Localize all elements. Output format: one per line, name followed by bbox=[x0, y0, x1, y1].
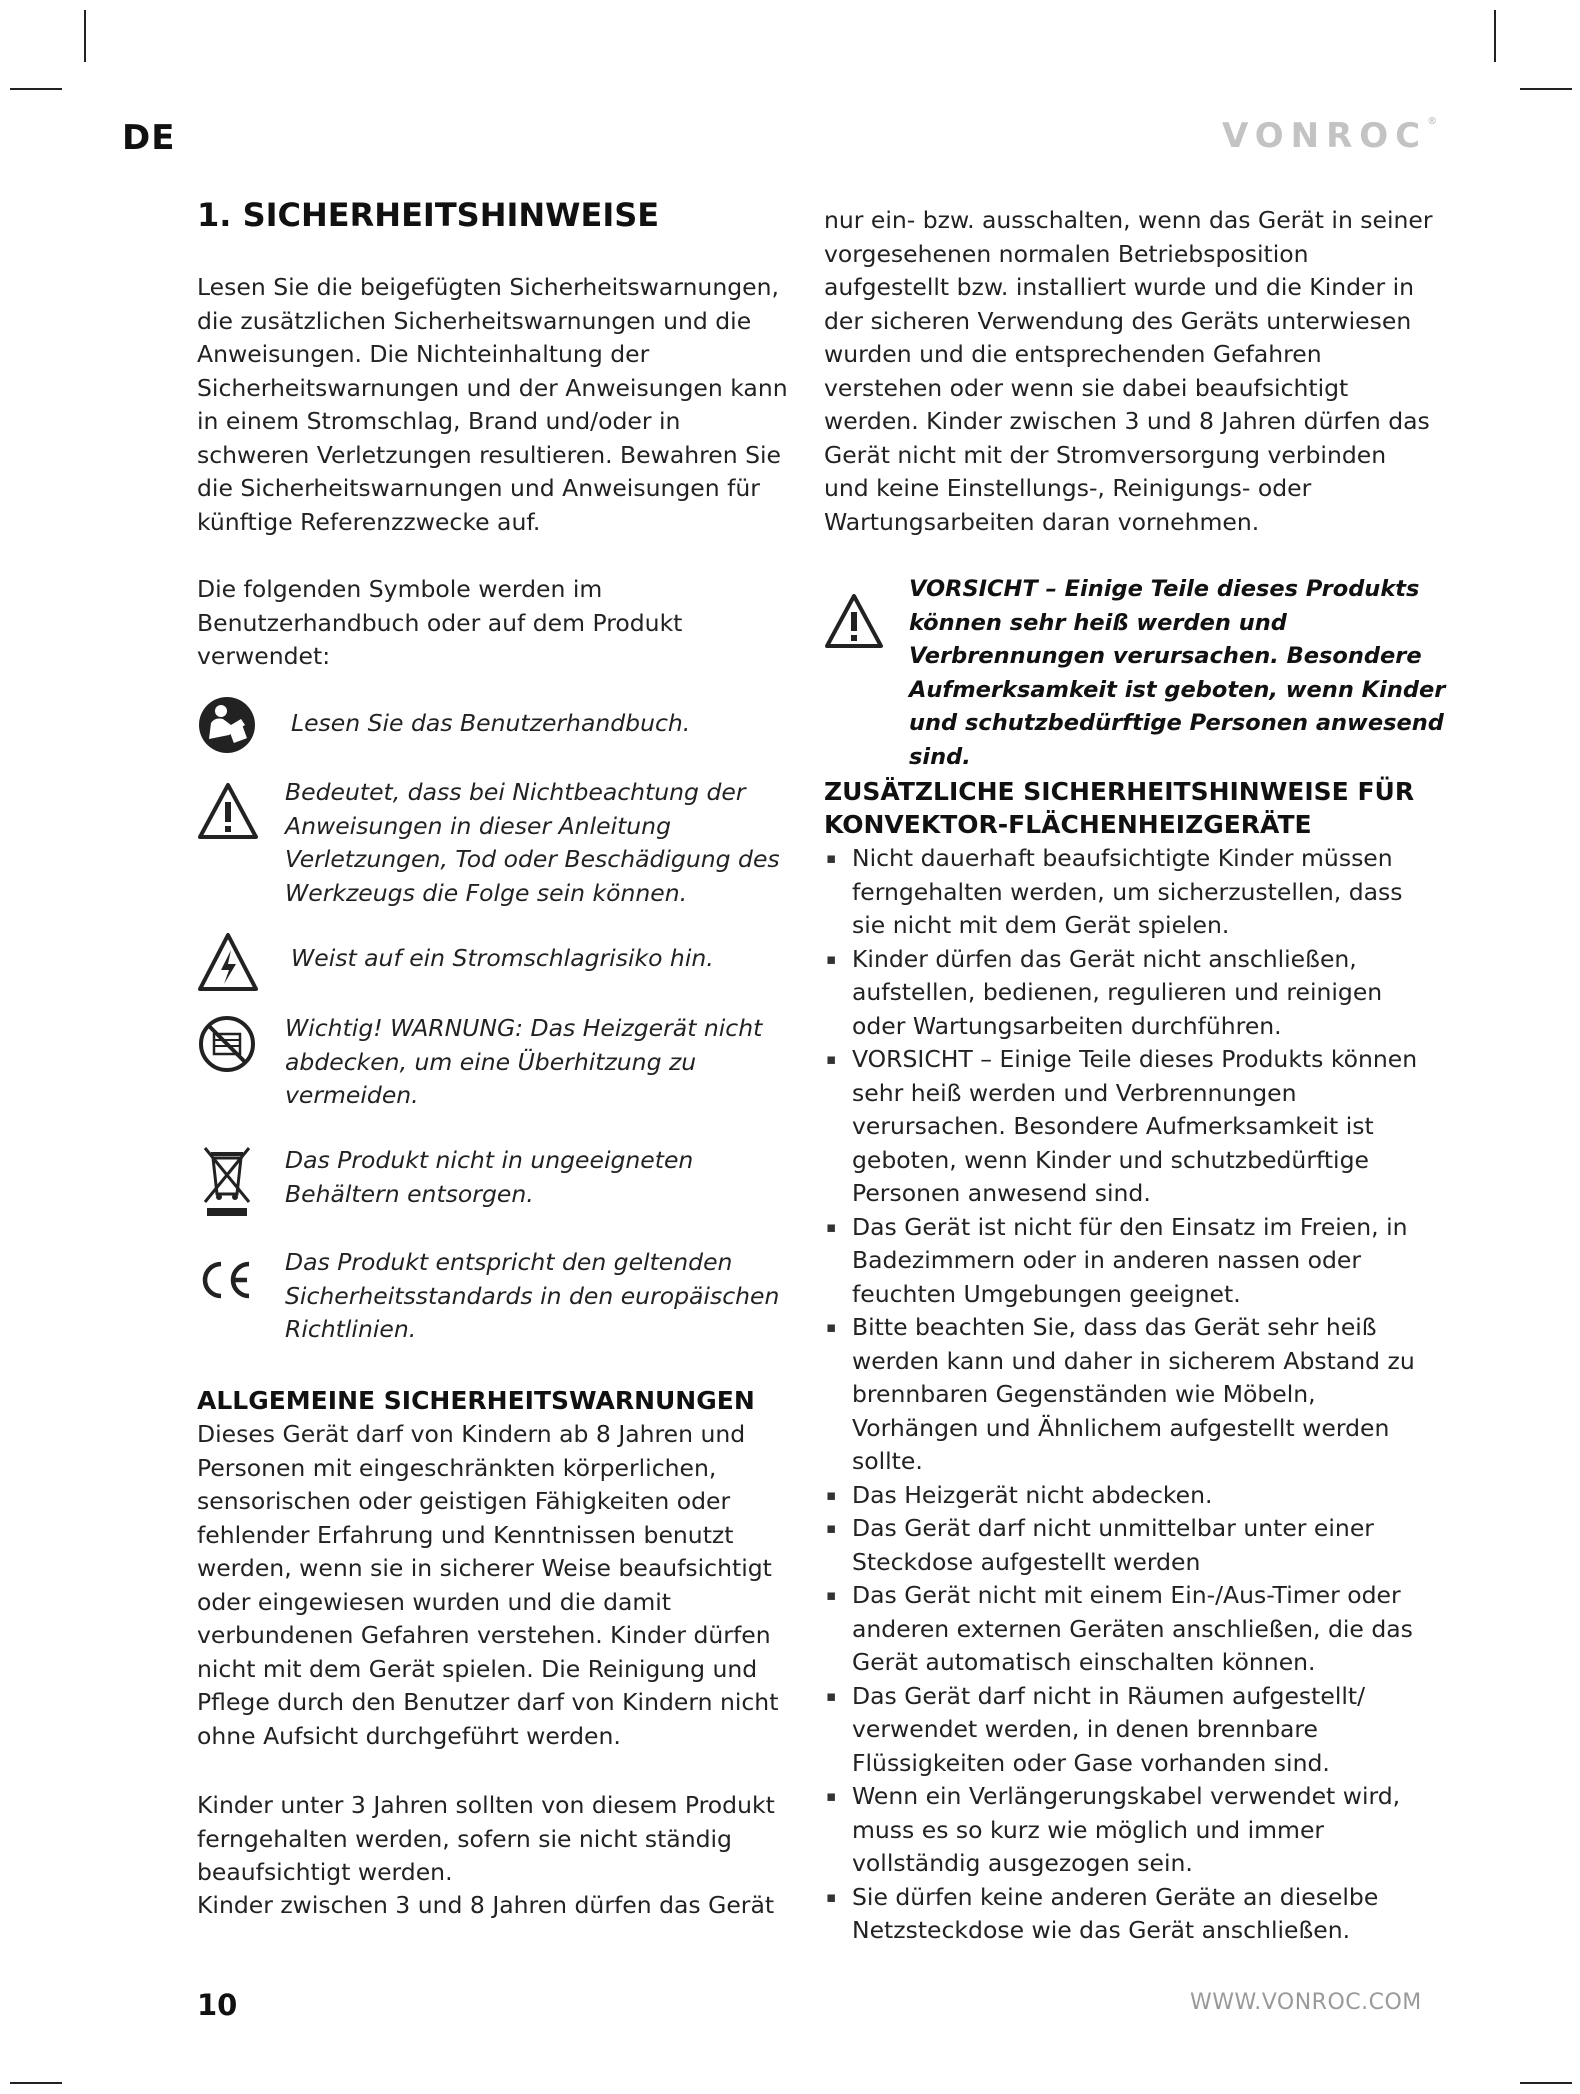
symbol-description: Das Produkt nicht in ungeeigneten Behältern entsorgen. bbox=[285, 1146, 694, 1208]
warning-triangle-icon bbox=[824, 593, 884, 653]
continuation-paragraph: nur ein- bzw. ausschalten, wenn das Gerät in seiner vorgesehenen normalen Betriebsposition aufgestellt bzw. installiert wurde und die Kinder in der sicheren Verwendung des Geräts unterwiesen wurden und die entsprechenden Gefahren verstehen oder wenn sie dabei beaufsichtigt werden. Kinder zwischen 3 und 8 Jahren dürfen das Gerät nicht mit der Stromversorgung verbinden und keine Einstellungs-, Reinigungs- oder Wartungsarbeiten daran vornehmen. bbox=[824, 206, 1433, 536]
symbol-row bbox=[197, 1012, 797, 1122]
crop-mark bbox=[10, 88, 62, 90]
electric-shock-icon bbox=[197, 932, 259, 996]
crop-mark bbox=[84, 10, 86, 62]
website-url: WWW.VONROC.COM bbox=[1190, 1990, 1422, 2015]
caution-text: VORSICHT – Einige Teile dieses Produkts können sehr heiß werden und Verbrennungen verursachen. Besondere Aufmerksamkeit ist geboten, wenn Kinder und schutzbedürftige Personen anwesend sind. bbox=[909, 576, 1446, 770]
list-item: ▪ VORSICHT – Einige Teile dieses Produkts können sehr heiß werden und Verbrennungen verursachen. Besondere Aufmerksamkeit ist geboten, wenn Kinder und schutzbedürftige Personen anwesend sind. bbox=[824, 1043, 1424, 1211]
read-manual-icon bbox=[197, 695, 257, 759]
symbol-row bbox=[197, 776, 797, 916]
brand-mark: ® bbox=[1427, 116, 1438, 127]
do-not-cover-icon bbox=[197, 1014, 257, 1078]
symbol-row bbox=[197, 1144, 797, 1224]
crop-mark bbox=[10, 2082, 62, 2084]
crop-mark bbox=[1520, 88, 1572, 90]
list-item: ▪ Nicht dauerhaft beaufsichtigte Kinder müssen ferngehalten werden, um sicherzustellen, dass sie nicht mit dem Gerät spielen. bbox=[824, 842, 1424, 943]
brand-logo bbox=[1222, 116, 1437, 156]
symbol-description: Das Produkt entspricht den geltenden Sicherheitsstandards in den europäischen Richtlinien. bbox=[285, 1248, 780, 1343]
list-item: ▪ Bitte beachten Sie, dass das Gerät sehr heiß werden kann und daher in sicherem Abstand zu brennbaren Gegenständen wie Möbeln, Vorhängen und Ähnlichem aufgestellt werden sollte. bbox=[824, 1311, 1424, 1479]
section-title: 1. SICHERHEITSHINWEISE bbox=[197, 196, 660, 234]
safety-bullet-list bbox=[824, 842, 1424, 1948]
brand-name: VONROC bbox=[1222, 116, 1428, 156]
crossed-bin-icon bbox=[197, 1144, 257, 1222]
general-paragraph-3: Kinder zwischen 3 und 8 Jahren dürfen das Gerät bbox=[197, 1891, 775, 1919]
intro-paragraph: Lesen Sie die beigefügten Sicherheitswarnungen, die zusätzlichen Sicherheitswarnungen und die Anweisungen. Die Nichteinhaltung der Sicherheitswarnungen und der Anweisungen kann in einem Stromschlag, Brand und/oder in schweren Verletzungen resultieren. Bewahren Sie die Sicherheitswarnungen und Anweisungen für künftige Referenzzwecke auf. bbox=[197, 273, 788, 536]
symbol-row bbox=[197, 695, 797, 755]
list-item: ▪ Das Gerät nicht mit einem Ein-/Aus-Timer oder anderen externen Geräten anschließen, die das Gerät automatisch einschalten können. bbox=[824, 1579, 1424, 1680]
caution-block bbox=[824, 573, 1446, 770]
general-safety-heading: ALLGEMEINE SICHERHEITSWARNUNGEN bbox=[197, 1386, 755, 1415]
additional-safety-heading: ZUSÄTZLICHE SICHERHEITSHINWEISE FÜR KONVEKTOR-FLÄCHENHEIZGERÄTE bbox=[824, 777, 1415, 839]
symbol-description: Bedeutet, dass bei Nichtbeachtung der Anweisungen in dieser Anleitung Verletzungen, Tod oder Beschädigung des Werkzeugs die Folge sein können. bbox=[285, 778, 780, 907]
warning-triangle-icon bbox=[197, 782, 259, 844]
list-item: ▪ Sie dürfen keine anderen Geräte an dieselbe Netzsteckdose wie das Gerät anschließen. bbox=[824, 1881, 1424, 1948]
crop-mark bbox=[1494, 10, 1496, 62]
list-item: ▪ Wenn ein Verlängerungskabel verwendet wird, muss es so kurz wie möglich und immer vollständig ausgezogen sein. bbox=[824, 1780, 1424, 1881]
symbol-row bbox=[197, 1246, 797, 1356]
crop-mark bbox=[1520, 2082, 1572, 2084]
ce-mark-icon bbox=[197, 1258, 257, 1306]
symbol-description: Weist auf ein Stromschlagrisiko hin. bbox=[291, 944, 714, 972]
symbol-description: Lesen Sie das Benutzerhandbuch. bbox=[291, 709, 691, 737]
page-number: 10 bbox=[197, 1988, 238, 2022]
language-code: DE bbox=[122, 118, 176, 158]
general-paragraph-1: Dieses Gerät darf von Kindern ab 8 Jahren und Personen mit eingeschränkten körperlichen, sensorischen oder geistigen Fähigkeiten oder fehlender Erfahrung und Kenntnissen benutzt werden, wenn sie in sicherer Weise beaufsichtigt oder eingewiesen wurden und die damit verbundenen Gefahren verstehen. Kinder dürfen nicht mit dem Gerät spielen. Die Reinigung und Pflege durch den Benutzer darf von Kindern nicht ohne Aufsicht durchgeführt werden. bbox=[197, 1420, 779, 1750]
list-item: ▪ Kinder dürfen das Gerät nicht anschließen, aufstellen, bedienen, regulieren und reinigen oder Wartungsarbeiten durchführen. bbox=[824, 943, 1424, 1044]
list-item: ▪ Das Gerät darf nicht in Räumen aufgestellt/ verwendet werden, in denen brennbare Flüssigkeiten oder Gase vorhanden sind. bbox=[824, 1680, 1424, 1781]
list-item: ▪ Das Gerät darf nicht unmittelbar unter einer Steckdose aufgestellt werden bbox=[824, 1512, 1424, 1579]
symbols-intro: Die folgenden Symbole werden im Benutzerhandbuch oder auf dem Produkt verwendet: bbox=[197, 575, 683, 670]
symbol-row bbox=[197, 932, 797, 1002]
list-item: ▪ Das Gerät ist nicht für den Einsatz im Freien, in Badezimmern oder in anderen nassen oder feuchten Umgebungen geeignet. bbox=[824, 1211, 1424, 1312]
list-item: ▪ Das Heizgerät nicht abdecken. bbox=[824, 1479, 1424, 1513]
general-paragraph-2: Kinder unter 3 Jahren sollten von diesem Produkt ferngehalten werden, sofern sie nicht ständig beaufsichtigt werden. bbox=[197, 1791, 775, 1886]
symbol-description: Wichtig! WARNUNG: Das Heizgerät nicht abdecken, um eine Überhitzung zu vermeiden. bbox=[285, 1014, 763, 1109]
